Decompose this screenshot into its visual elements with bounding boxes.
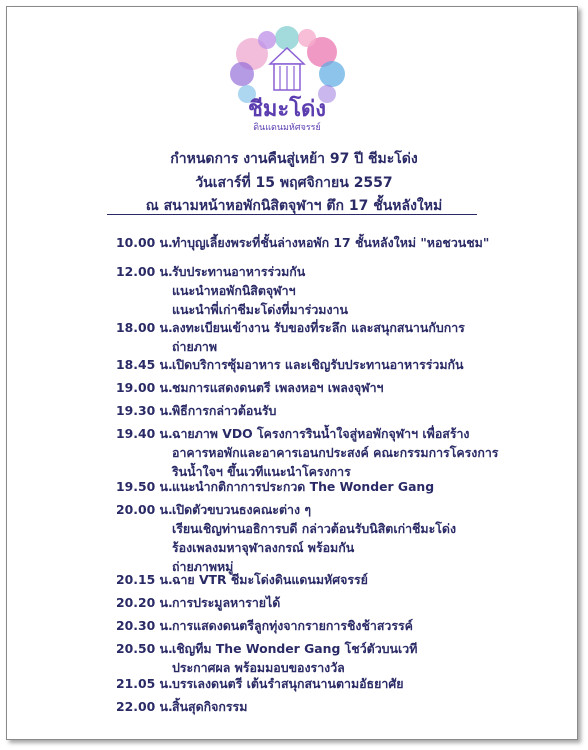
schedule-description [172, 593, 502, 612]
schedule-line: ทำบุญเลี้ยงพระที่ชั้นล่างหอพัก 17 ชั้นหลังใหม่ "หอชวนชม" [172, 235, 490, 250]
schedule-line: บรรเลงดนตรี เต้นรำสนุกสนานตามอัธยาศัย [172, 676, 404, 691]
schedule-line: พิธีการกล่าวต้อนรับ [172, 403, 277, 418]
schedule-description [172, 401, 502, 420]
schedule-time: 20.20 น. [116, 595, 173, 610]
schedule-line: แนะนำหอพักนิสิตจุฬาฯ [172, 283, 296, 298]
schedule-time: 18.00 น. [116, 320, 173, 335]
schedule-line: การแสดงดนตรีลูกทุ่งจากรายการชิงช้าสวรรค์ [172, 618, 413, 633]
schedule-description [172, 697, 502, 716]
schedule-line: เปิดบริการซุ้มอาหาร และเชิญรับประทานอาหารร่วมกัน [172, 357, 464, 372]
schedule-time: 19.40 น. [116, 426, 173, 441]
schedule-line: ร้องเพลงมหาจุฬาลงกรณ์ พร้อมกัน [172, 540, 355, 555]
schedule-line: รินน้ำใจฯ ขึ้นเวทีแนะนำโครงการ [172, 464, 351, 479]
schedule-description [172, 355, 502, 374]
schedule-time: 22.00 น. [116, 699, 173, 714]
schedule-description [172, 262, 502, 319]
schedule-description [172, 570, 502, 589]
schedule-line: เปิดตัวขบวนธงคณะต่าง ๆ [172, 502, 311, 517]
schedule-time: 12.00 น. [116, 264, 173, 279]
schedule-time: 20.50 น. [116, 641, 173, 656]
schedule-description [172, 233, 502, 252]
schedule-line: เชิญทีม The Wonder Gang โชว์ตัวบนเวที [172, 641, 418, 656]
schedule-line: เรียนเชิญท่านอธิการบดี กล่าวต้อนรับนิสิตเก่าชีมะโด่ง [172, 521, 457, 536]
schedule-line: ฉาย VTR ชีมะโด่งดินแดนมหัศจรรย์ [172, 572, 368, 587]
schedule-description [172, 639, 502, 677]
schedule-description [172, 424, 502, 481]
schedule-line: ถ่ายภาพหมู่ [172, 559, 234, 574]
schedule-line: แนะนำพี่เก่าชีมะโด่งที่มาร่วมงาน [172, 302, 348, 317]
schedule-time: 19.50 น. [116, 479, 173, 494]
schedule-line: ประกาศผล พร้อมมอบของรางวัล [172, 660, 345, 675]
schedule-time: 20.15 น. [116, 572, 173, 587]
header-divider [107, 214, 477, 215]
schedule-time: 19.30 น. [116, 403, 173, 418]
schedule-line: อาคารหอพักและอาคารเอนกประสงค์ คณะกรรมการโครงการ [172, 445, 499, 460]
schedule-line: การประมูลหารายได้ [172, 595, 281, 610]
schedule-description [172, 500, 502, 576]
schedule-line: ชมการแสดงดนตรี เพลงหอฯ เพลงจุฬาฯ [172, 380, 384, 395]
schedule-title: กำหนดการ งานคืนสู่เหย้า 97 ปี ชีมะโด่ง [170, 151, 418, 167]
event-date: วันเสาร์ที่ 15 พฤศจิกายน 2557 [195, 175, 393, 191]
event-logo [222, 24, 352, 136]
schedule-time: 21.05 น. [116, 676, 173, 691]
schedule-time: 18.45 น. [116, 357, 173, 372]
schedule-time: 20.00 น. [116, 502, 173, 517]
schedule-description [172, 616, 502, 635]
schedule-time: 19.00 น. [116, 380, 173, 395]
schedule-description [172, 674, 502, 693]
schedule-line: ลงทะเบียนเข้างาน รับของที่ระลึก และสนุกสนานกับการ [172, 320, 465, 335]
schedule-line: ถ่ายภาพ [172, 339, 218, 354]
schedule-description [172, 378, 502, 397]
event-venue: ณ สนามหน้าหอพักนิสิตจุฬาฯ ตึก 17 ชั้นหลังใหม่ [145, 198, 443, 214]
schedule-line: ฉายภาพ VDO โครงการรินน้ำใจสู่หอพักจุฬาฯ เพื่อสร้าง [172, 426, 470, 441]
schedule-line: แนะนำกติกาการประกวด The Wonder Gang [172, 479, 435, 494]
logo-subtitle: ดินแดนมหัศจรรย์ [253, 123, 321, 133]
schedule-time: 20.30 น. [116, 618, 173, 633]
schedule-time: 10.00 น. [116, 235, 173, 250]
schedule-line: รับประทานอาหารร่วมกัน [172, 264, 306, 279]
schedule-line: สิ้นสุดกิจกรรม [172, 699, 248, 714]
logo-title: ชีมะโด่ง [247, 97, 327, 122]
schedule-description [172, 318, 502, 356]
schedule-description [172, 477, 502, 496]
